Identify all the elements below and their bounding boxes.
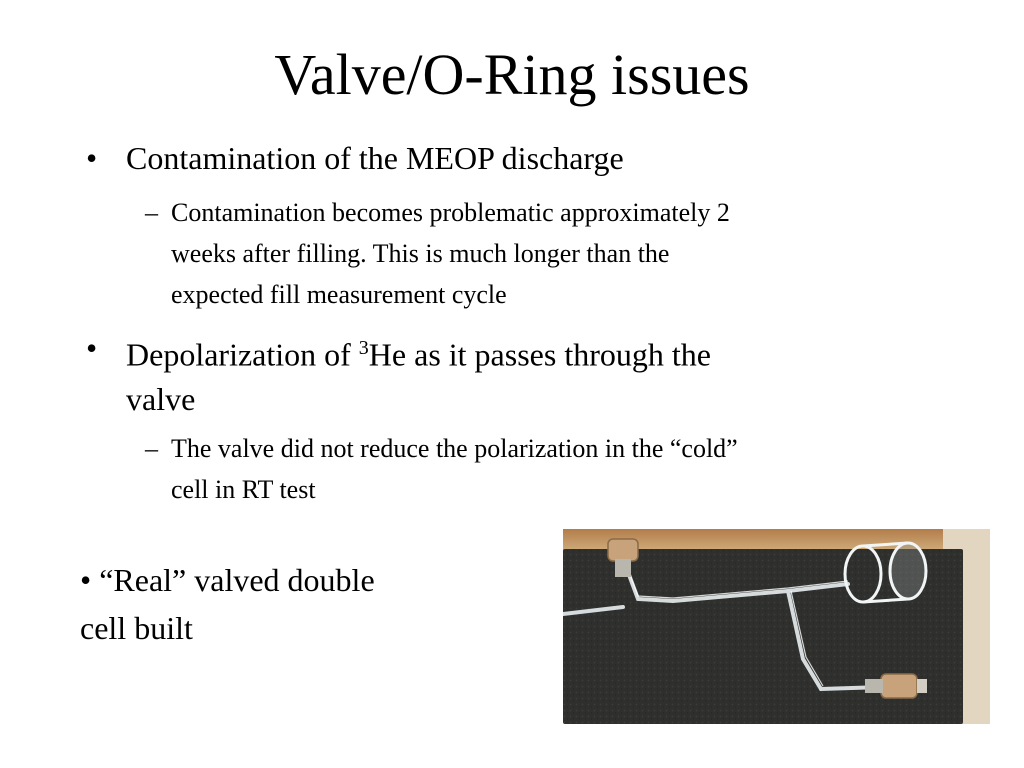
bullet-text-after: He as it passes through the bbox=[368, 336, 711, 373]
sub-bullet-line: cell in RT test bbox=[171, 475, 316, 504]
side-bullet-line2: cell built bbox=[80, 610, 193, 646]
valved-double-cell-photo bbox=[563, 529, 990, 724]
sub-bullet-dash: – bbox=[145, 434, 158, 463]
bullet-text-line2: valve bbox=[126, 380, 196, 417]
sub-bullet-line: weeks after filling. This is much longer than the bbox=[171, 239, 670, 268]
bullet-dot: • bbox=[80, 562, 92, 598]
bullet-text-before: Depolarization of bbox=[126, 336, 359, 373]
side-bullet-real-cell bbox=[80, 556, 480, 652]
bullet-text: Contamination of the MEOP discharge bbox=[126, 140, 624, 176]
superscript-3: 3 bbox=[358, 337, 369, 359]
sub-bullet-line: expected fill measurement cycle bbox=[171, 280, 507, 309]
sub-bullet-line: Contamination becomes problematic approximately 2 bbox=[171, 198, 730, 227]
side-bullet-line1: “Real” valved double bbox=[99, 562, 375, 598]
sub-bullet-dash: – bbox=[145, 198, 158, 227]
slide-title: Valve/O-Ring issues bbox=[274, 42, 750, 107]
bullet-dot: • bbox=[86, 330, 98, 366]
bullet-dot: • bbox=[86, 140, 98, 176]
sub-bullet-line: The valve did not reduce the polarization in the “cold” bbox=[171, 434, 738, 463]
